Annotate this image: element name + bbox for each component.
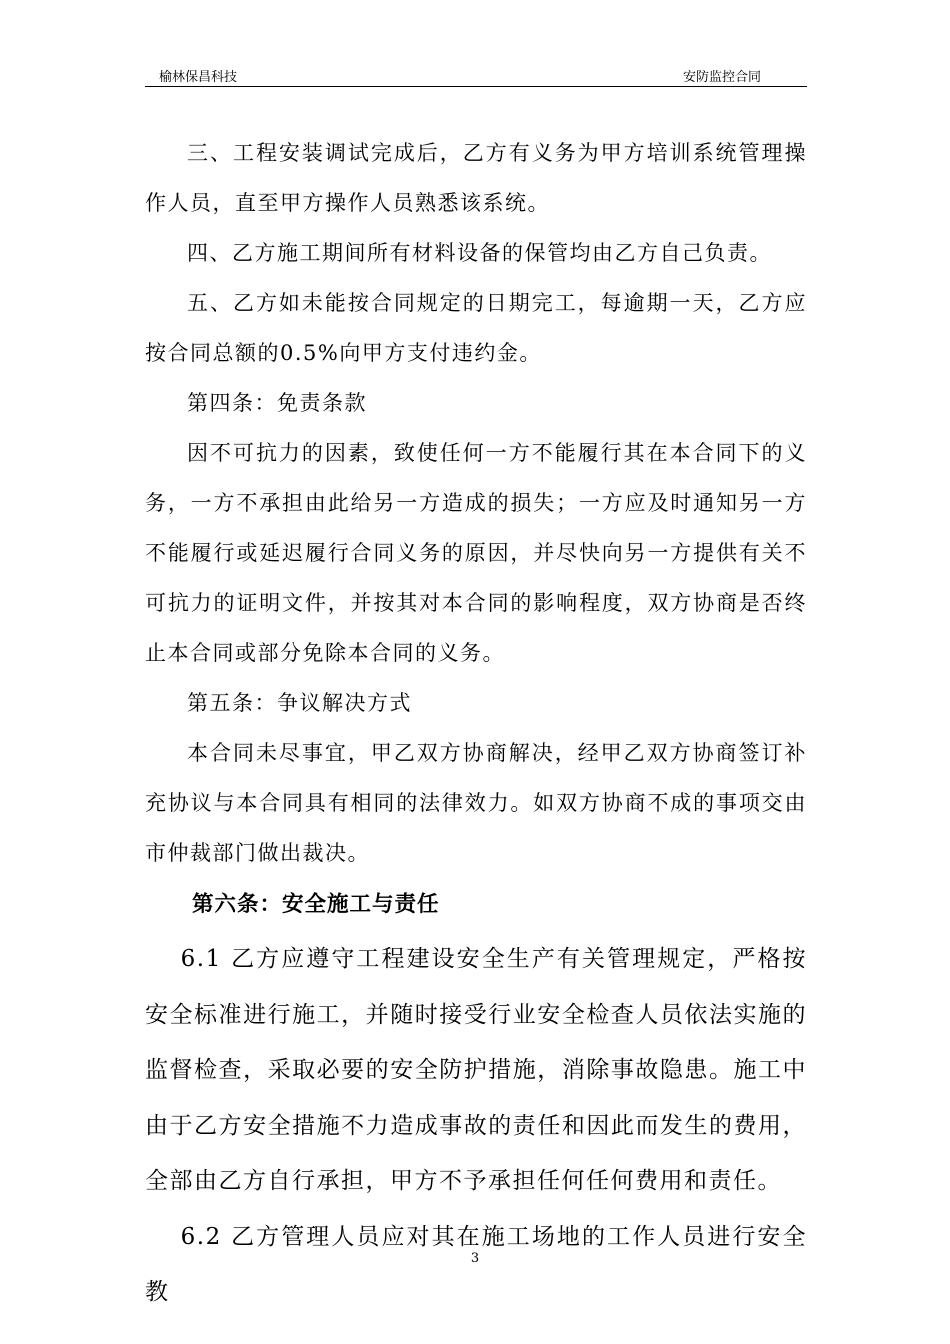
- header-doc-title: 安防监控合同: [682, 70, 761, 85]
- paragraph-force-majeure: 因不可抗力的因素，致使任何一方不能履行其在本合同下的义务，一方不承担由此给另一方造成的损失；一方应及时通知另一方不能履行或延迟履行合同义务的原因，并尽快向另一方提供有关不可抗力的证明文件，并按其对本合同的影响程度，双方协商是否终止本合同或部分免除本合同的义务。: [145, 441, 807, 665]
- paragraph-training: 三、工程安装调试完成后，乙方有义务为甲方培训系统管理操作人员，直至甲方操作人员熟悉该系统。: [145, 141, 807, 215]
- document-body: [145, 128, 807, 1321]
- paragraph-dispute-resolution: 本合同未尽事宜，甲乙双方协商解决，经甲乙双方协商签订补充协议与本合同具有相同的法律效力。如双方协商不成的事项交由市仲裁部门做出裁决。: [145, 741, 807, 865]
- page-header: [145, 62, 807, 87]
- paragraph-6-1: 6.1 乙方应遵守工程建设安全生产有关管理规定，严格按安全标准进行施工，并随时接受行业安全检查人员依法实施的监督检查，采取必要的安全防护措施，消除事故隐患。施工中由于乙方安全措施不力造成事故的责任和因此而发生的费用，全部由乙方自行承担，甲方不予承担任何任何费用和责任。: [145, 946, 807, 1194]
- paragraph-6-2: 6.2 乙方管理人员应对其在施工场地的工作人员进行安全教: [145, 1223, 807, 1305]
- article-5-heading: 第五条：争议解决方式: [187, 691, 412, 715]
- page-number: 3: [470, 1251, 480, 1266]
- header-company: 榆林保昌科技: [159, 70, 238, 85]
- paragraph-delay-penalty: 五、乙方如未能按合同规定的日期完工，每逾期一天，乙方应按合同总额的0.5%向甲方支付违约金。: [145, 291, 807, 365]
- article-4-heading: 第四条：免责条款: [187, 391, 367, 415]
- paragraph-material-custody: 四、乙方施工期间所有材料设备的保管均由乙方自己负责。: [187, 241, 772, 265]
- article-6-heading: 第六条：安全施工与责任: [192, 892, 440, 917]
